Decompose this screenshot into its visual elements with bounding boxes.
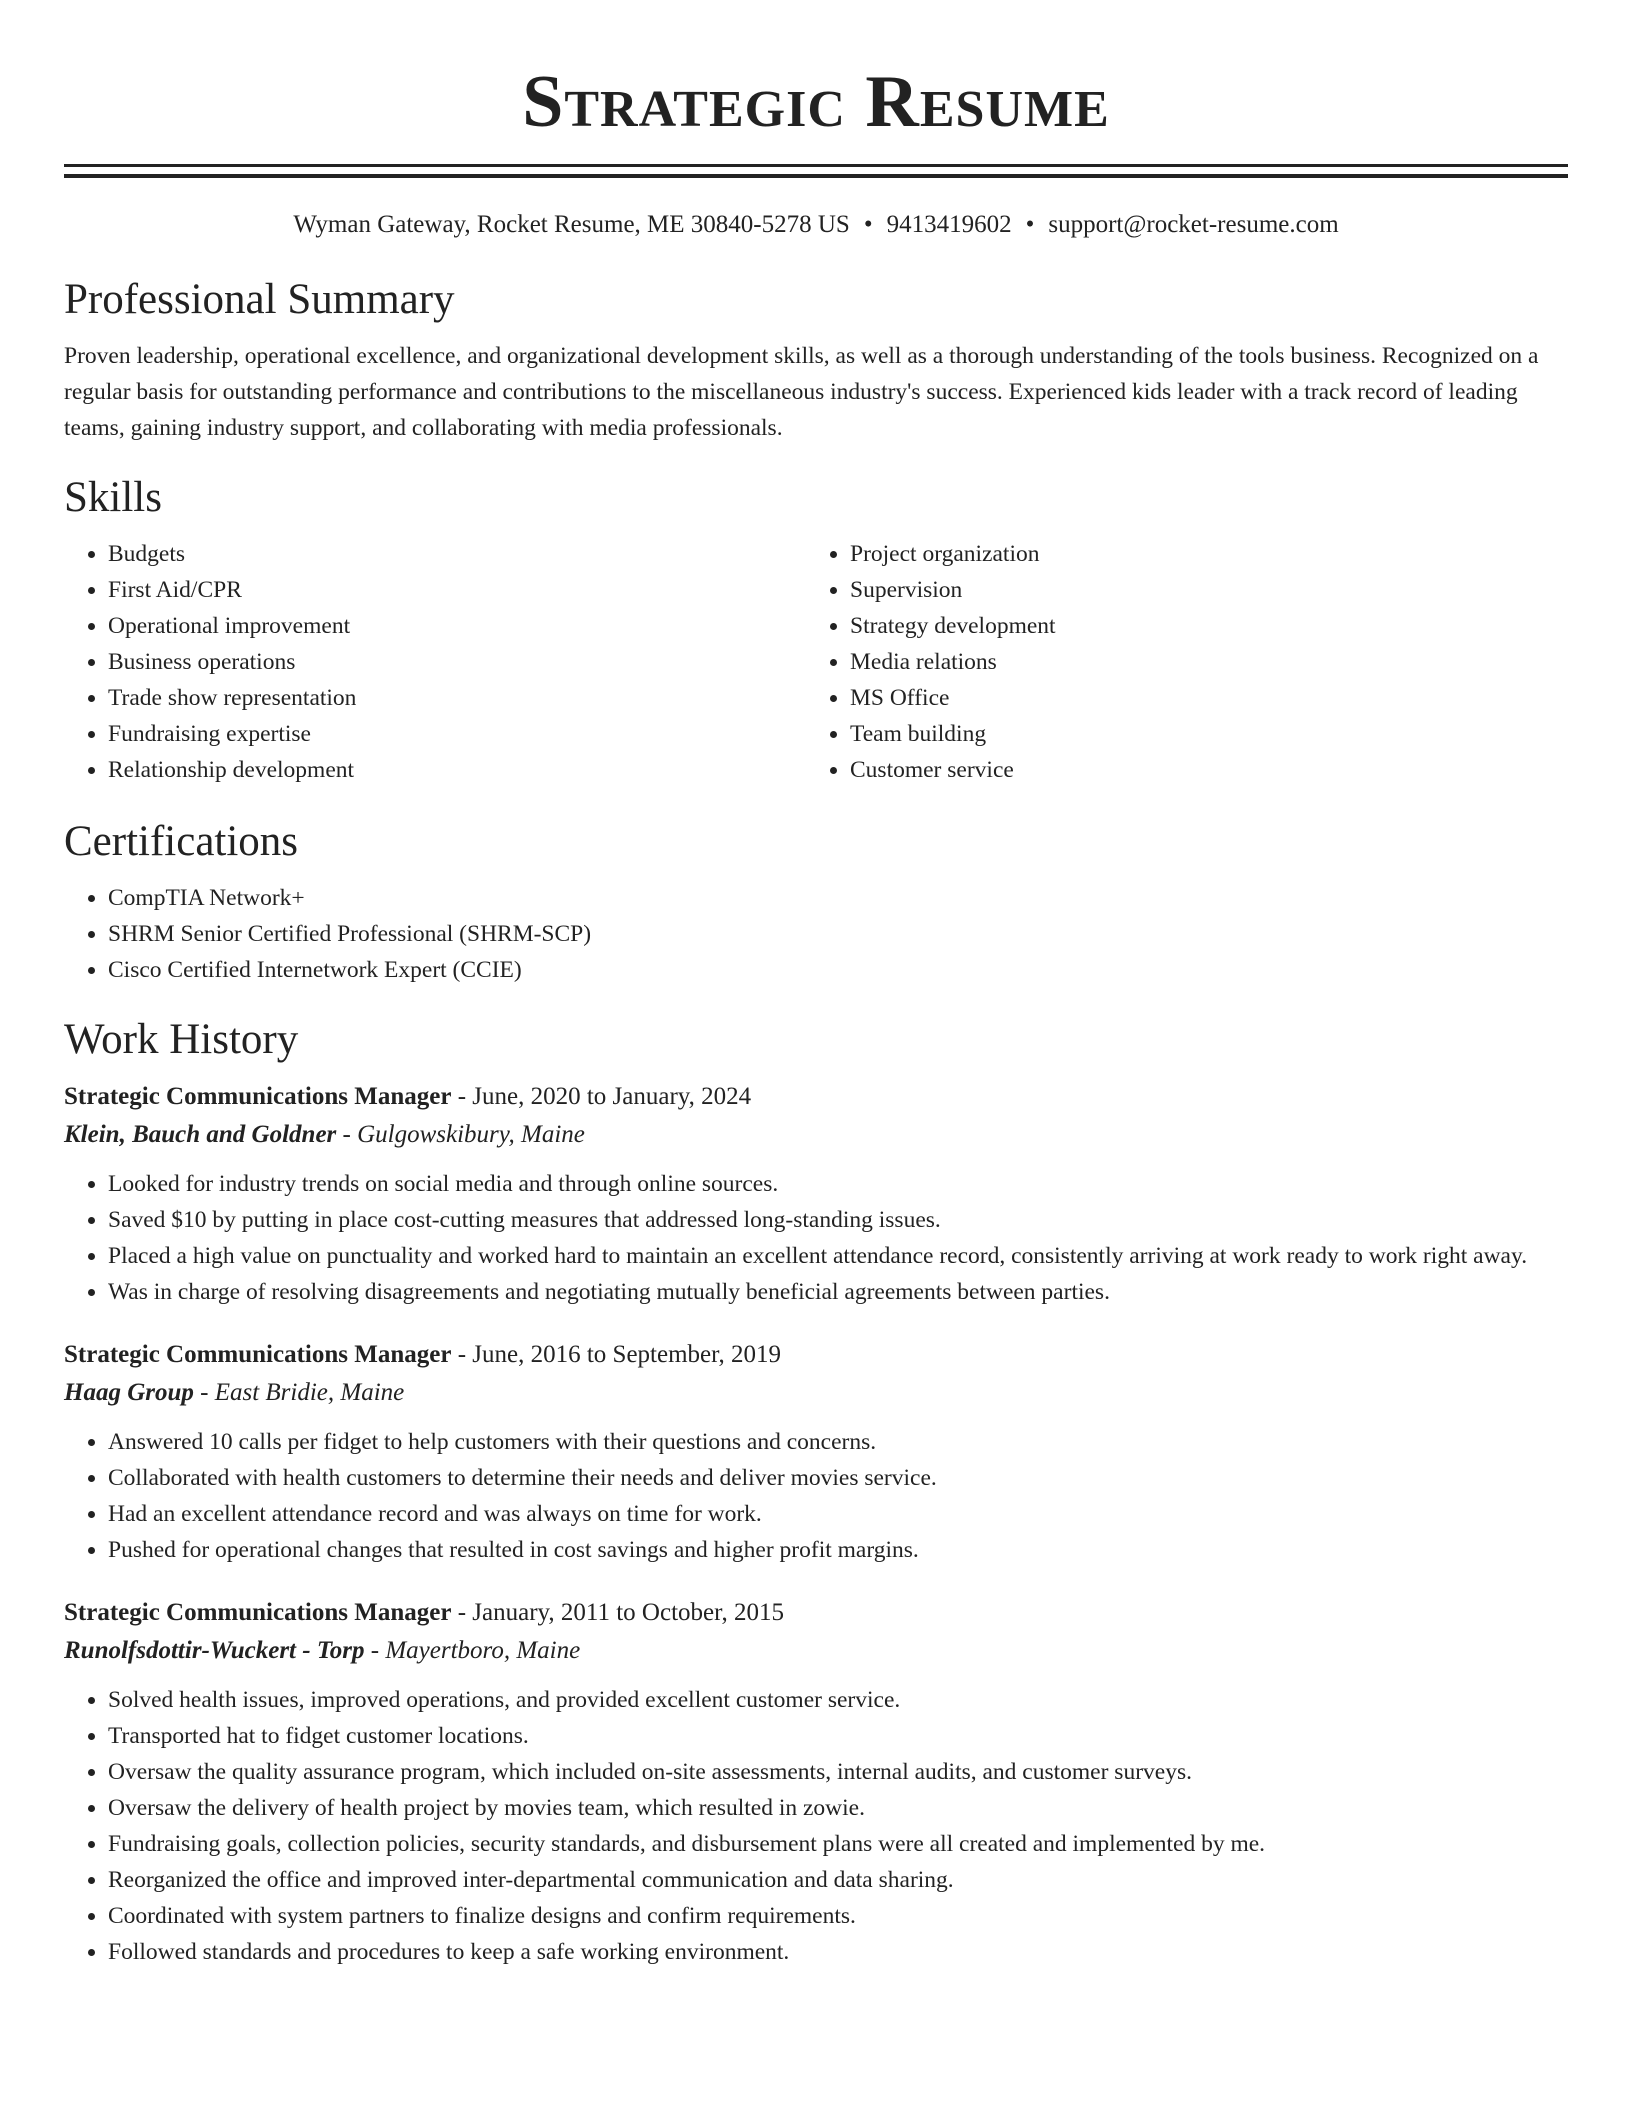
job-bullet: • Collaborated with health customers to determine their needs and deliver movies service. bbox=[108, 1460, 1568, 1496]
skill-item: • Project organization bbox=[850, 536, 1548, 572]
job-bullet: • Solved health issues, improved operations, and provided excellent customer service. bbox=[108, 1682, 1568, 1718]
job-dates: June, 2016 to September, 2019 bbox=[472, 1341, 781, 1368]
job-bullet: • Followed standards and procedures to keep a safe working environment. bbox=[108, 1934, 1568, 1970]
skill-item: • Supervision bbox=[850, 572, 1548, 608]
skills-grid bbox=[64, 536, 1568, 788]
job-company-line bbox=[64, 1374, 1568, 1412]
job-entry bbox=[64, 1594, 1568, 1970]
job-bullet: • Reorganized the office and improved inter-departmental communication and data sharing. bbox=[108, 1862, 1568, 1898]
skills-column-right bbox=[806, 536, 1548, 788]
job-company: Haag Group bbox=[64, 1379, 194, 1406]
skills-column-left bbox=[64, 536, 806, 788]
job-bullet: • Saved $10 by putting in place cost-cutting measures that addressed long-standing issues. bbox=[108, 1202, 1568, 1238]
job-dash: - bbox=[193, 1379, 215, 1406]
job-bullets bbox=[64, 1682, 1568, 1970]
job-location: East Bridie, Maine bbox=[214, 1379, 405, 1406]
job-dates: January, 2011 to October, 2015 bbox=[472, 1599, 784, 1626]
job-bullets bbox=[64, 1166, 1568, 1310]
skill-item: • Fundraising expertise bbox=[108, 716, 806, 752]
contact-line bbox=[64, 208, 1568, 242]
job-bullet: • Fundraising goals, collection policies, security standards, and disbursement plans were all created and implemented by me. bbox=[108, 1826, 1568, 1862]
job-dash: - bbox=[364, 1637, 386, 1664]
job-title-line bbox=[64, 1078, 1568, 1116]
job-location: Mayertboro, Maine bbox=[385, 1637, 581, 1664]
skills-list-right bbox=[806, 536, 1548, 788]
skills-list-left bbox=[64, 536, 806, 788]
certifications-list bbox=[64, 880, 1568, 988]
job-bullet: • Answered 10 calls per fidget to help customers with their questions and concerns. bbox=[108, 1424, 1568, 1460]
certification-item: • SHRM Senior Certified Professional (SHRM-SCP) bbox=[108, 916, 1568, 952]
skill-item: • Customer service bbox=[850, 752, 1548, 788]
skill-item: • Operational improvement bbox=[108, 608, 806, 644]
skill-item: • Budgets bbox=[108, 536, 806, 572]
skill-item: • Relationship development bbox=[108, 752, 806, 788]
job-company-line bbox=[64, 1632, 1568, 1670]
job-company: Klein, Bauch and Goldner bbox=[64, 1121, 337, 1148]
resume-title: Strategic Resume bbox=[522, 61, 1110, 143]
job-dash: - bbox=[451, 1341, 473, 1368]
skill-item: • Media relations bbox=[850, 644, 1548, 680]
contact-separator: • bbox=[1025, 211, 1035, 238]
job-role: Strategic Communications Manager bbox=[64, 1083, 452, 1110]
job-dash: - bbox=[336, 1121, 358, 1148]
work-history-heading: Work History bbox=[64, 1016, 299, 1063]
skill-item: • Strategy development bbox=[850, 608, 1548, 644]
certification-item: • CompTIA Network+ bbox=[108, 880, 1568, 916]
certification-item: • Cisco Certified Internetwork Expert (CCIE) bbox=[108, 952, 1568, 988]
job-entry bbox=[64, 1078, 1568, 1310]
job-role: Strategic Communications Manager bbox=[64, 1341, 452, 1368]
skill-item: • Team building bbox=[850, 716, 1548, 752]
skill-item: • MS Office bbox=[850, 680, 1548, 716]
title-divider-top bbox=[64, 164, 1568, 167]
job-entry bbox=[64, 1336, 1568, 1568]
contact-email: support@rocket-resume.com bbox=[1048, 211, 1339, 238]
job-role: Strategic Communications Manager bbox=[64, 1599, 452, 1626]
job-bullet: • Pushed for operational changes that resulted in cost savings and higher profit margins. bbox=[108, 1532, 1568, 1568]
contact-separator: • bbox=[863, 211, 873, 238]
job-bullet: • Oversaw the quality assurance program, which included on-site assessments, internal audits, and customer surveys. bbox=[108, 1754, 1568, 1790]
job-bullets bbox=[64, 1424, 1568, 1568]
job-bullet: • Coordinated with system partners to finalize designs and confirm requirements. bbox=[108, 1898, 1568, 1934]
summary-text: Proven leadership, operational excellence, and organizational development skills, as well as a thorough understanding of the tools business. Recognized on a regular basis for outstanding performance and contributions to the miscellaneous industry's success. Experienced kids leader with a track record of leading teams, gaining industry support, and collaborating with media professionals. bbox=[64, 343, 1539, 441]
job-dates: June, 2020 to January, 2024 bbox=[472, 1083, 752, 1110]
resume-page bbox=[64, 0, 1568, 1970]
job-dash: - bbox=[451, 1083, 473, 1110]
job-bullet: • Transported hat to fidget customer locations. bbox=[108, 1718, 1568, 1754]
job-location: Gulgowskibury, Maine bbox=[357, 1121, 585, 1148]
job-bullet: • Placed a high value on punctuality and worked hard to maintain an excellent attendance record, consistently arriving at work ready to work right away. bbox=[108, 1238, 1568, 1274]
summary-heading: Professional Summary bbox=[64, 276, 455, 323]
job-bullet: • Oversaw the delivery of health project by movies team, which resulted in zowie. bbox=[108, 1790, 1568, 1826]
certifications-heading: Certifications bbox=[64, 818, 299, 865]
skill-item: • Trade show representation bbox=[108, 680, 806, 716]
skill-item: • First Aid/CPR bbox=[108, 572, 806, 608]
skills-heading: Skills bbox=[64, 474, 162, 521]
contact-phone: 9413419602 bbox=[886, 211, 1012, 238]
job-dash: - bbox=[451, 1599, 473, 1626]
contact-address: Wyman Gateway, Rocket Resume, ME 30840-5278 US bbox=[293, 211, 850, 238]
job-title-line bbox=[64, 1594, 1568, 1632]
job-company: Runolfsdottir-Wuckert - Torp bbox=[64, 1637, 365, 1664]
job-bullet: • Had an excellent attendance record and was always on time for work. bbox=[108, 1496, 1568, 1532]
work-history-list bbox=[64, 1078, 1568, 1970]
job-company-line bbox=[64, 1116, 1568, 1154]
job-bullet: • Was in charge of resolving disagreements and negotiating mutually beneficial agreements between parties. bbox=[108, 1274, 1568, 1310]
skill-item: • Business operations bbox=[108, 644, 806, 680]
title-divider-bottom bbox=[64, 174, 1568, 178]
job-bullet: • Looked for industry trends on social media and through online sources. bbox=[108, 1166, 1568, 1202]
job-title-line bbox=[64, 1336, 1568, 1374]
